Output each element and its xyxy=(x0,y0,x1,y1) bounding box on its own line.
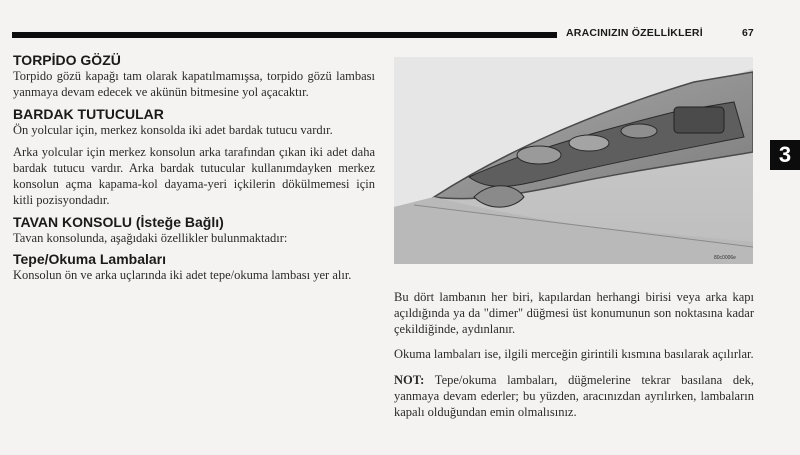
reading-lamps-body: Konsolun ön ve arka uçlarında iki adet tepe/okuma lambası yer alır. xyxy=(13,268,352,283)
header-rule xyxy=(12,32,557,38)
note-label: NOT: xyxy=(394,373,425,388)
cupholders-para-2: Arka yolcular için merkez konsolun arka tarafından çıkan iki adet daha bardak tutucu vardır. Arka bardak tutucular kullanımdayken merkez konsolun açma kapama-kol dayama-yeri içkilerin dökülmemesi için kitli pozisyondadır. xyxy=(13,145,375,207)
page-number: 67 xyxy=(742,27,754,39)
overhead-console-photo xyxy=(394,57,753,264)
reading-lamp-lens-icon xyxy=(517,146,561,164)
cupholders-heading: BARDAK TUTUCULAR xyxy=(13,105,164,122)
overhead-console-illustration xyxy=(394,57,753,264)
overhead-console-heading: TAVAN KONSOLU (İsteğe Bağlı) xyxy=(13,213,224,230)
note-paragraph xyxy=(394,373,754,420)
note-text: Tepe/okuma lambaları, düğmelerine tekrar basılana dek, yanmaya devam ederler; bu yüzden, aracınızdan ayrılırken, lambaların kapalı olduğundan emin olmalısınız. xyxy=(394,373,754,419)
lamps-para-2: Okuma lambaları ise, ilgili merceğin girintili kısmına basılarak açılırlar. xyxy=(394,347,754,362)
reading-lamps-heading: Tepe/Okuma Lambaları xyxy=(13,251,167,268)
overhead-console-body: Tavan konsolunda, aşağıdaki özellikler bulunmaktadır: xyxy=(13,230,288,245)
section-header-title: ARACINIZIN ÖZELLİKLERİ xyxy=(566,27,703,39)
right-column xyxy=(394,290,754,431)
lamps-para-1: Bu dört lambanın her biri, kapılardan herhangi birisi veya arka kapı açıldığında ya da "dimer" düğmesi üst konumunun son noktasına kadar çekildiğinde, aydınlanır. xyxy=(394,290,754,336)
reading-lamp-lens-icon xyxy=(569,135,609,151)
left-column xyxy=(13,52,375,284)
photo-caption-code: 80c0006e xyxy=(714,255,736,261)
cupholders-para-1: Ön yolcular için, merkez konsolda iki adet bardak tutucu vardır. xyxy=(13,122,333,137)
glovebox-heading: TORPİDO GÖZÜ xyxy=(13,52,121,68)
chapter-tab: 3 xyxy=(770,140,800,170)
glovebox-body: Torpido gözü kapağı tam olarak kapatılmamışsa, torpido gözü lambası yanmaya devam edecek ve akünün bitmesine yol açacaktır. xyxy=(13,69,375,99)
